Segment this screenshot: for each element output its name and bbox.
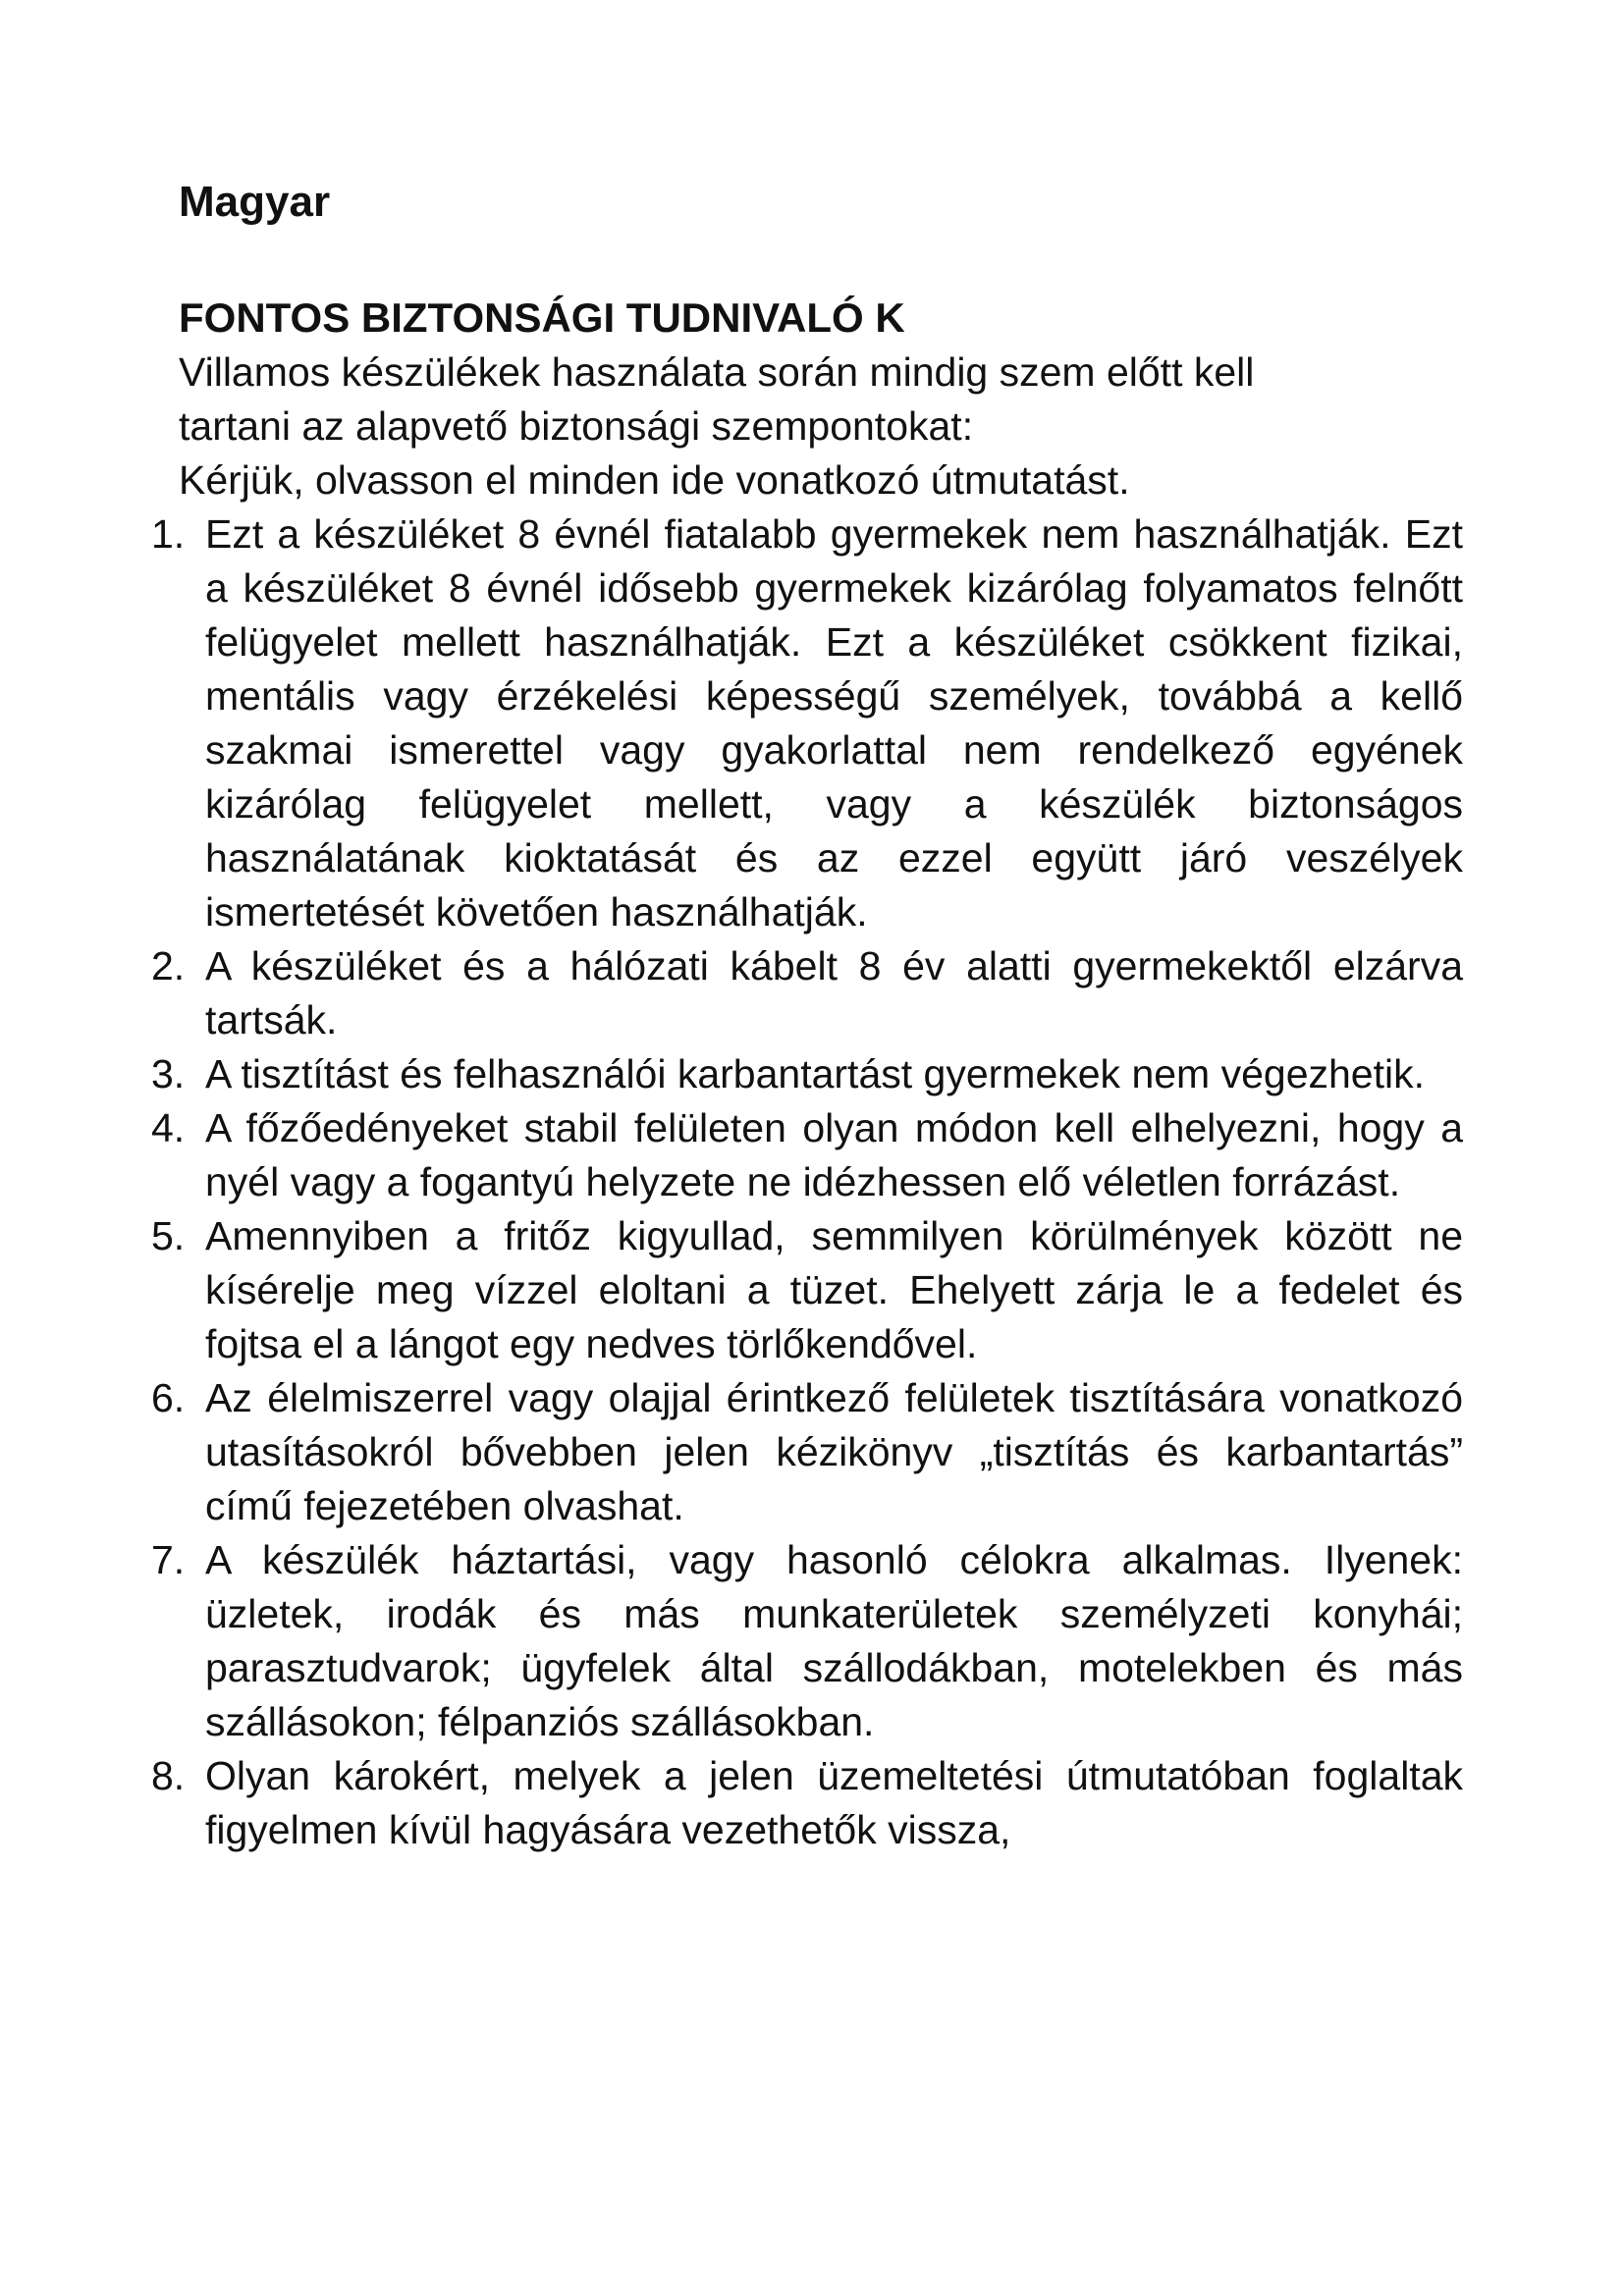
item-number: 3. bbox=[151, 1051, 186, 1096]
item-text: A készülék háztartási, vagy hasonló célokra alkalmas. Ilyenek: üzletek, irodák és más munkaterületek személyzeti konyhái; parasztudvarok; ügyfelek által szállodákban, motelekben és más szállásokon; félpanziós szállásokban. bbox=[205, 1537, 1463, 1744]
item-number: 6. bbox=[151, 1375, 186, 1420]
item-number: 2. bbox=[151, 943, 186, 988]
document-page bbox=[151, 175, 1485, 1857]
language-heading: Magyar bbox=[179, 178, 331, 226]
item-text: Amennyiben a fritőz kigyullad, semmilyen körülmények között ne kísérelje meg vízzel eloltani a tüzet. Ehelyett zárja le a fedelet és fojtsa el a lángot egy nedves törlőkendővel. bbox=[205, 1213, 1463, 1366]
item-number: 8. bbox=[151, 1753, 186, 1798]
list-item bbox=[151, 507, 1485, 939]
list-item bbox=[151, 1209, 1485, 1371]
list-item bbox=[151, 939, 1485, 1047]
intro-line: Kérjük, olvasson el minden ide vonatkozó útmutatást. bbox=[179, 457, 1130, 503]
list-item bbox=[151, 1047, 1485, 1101]
item-number: 7. bbox=[151, 1537, 186, 1582]
intro-line: Villamos készülékek használata során mindig szem előtt kell bbox=[179, 349, 1255, 395]
intro-line: tartani az alapvető biztonsági szempontokat: bbox=[179, 403, 974, 449]
item-text: Az élelmiszerrel vagy olajjal érintkező felületek tisztítására vonatkozó utasításokról bővebben jelen kézikönyv „tisztítás és karbantartás” című fejezetében olvashat. bbox=[205, 1375, 1463, 1528]
item-text: A készüléket és a hálózati kábelt 8 év alatti gyermekektől elzárva tartsák. bbox=[205, 943, 1463, 1042]
intro-paragraph bbox=[179, 346, 1485, 507]
item-text: A főzőedényeket stabil felületen olyan módon kell elhelyezni, hogy a nyél vagy a fogantyú helyzete ne idézhessen elő véletlen forrázást. bbox=[205, 1105, 1463, 1204]
section-title: FONTOS BIZTONSÁGI TUDNIVALÓ K bbox=[179, 294, 905, 341]
list-item bbox=[151, 1533, 1485, 1749]
item-text: A tisztítást és felhasználói karbantartást gyermekek nem végezhetik. bbox=[205, 1051, 1425, 1096]
item-number: 5. bbox=[151, 1213, 186, 1258]
list-item bbox=[151, 1101, 1485, 1209]
safety-rules-list bbox=[151, 507, 1485, 1857]
list-item bbox=[151, 1749, 1485, 1857]
item-number: 4. bbox=[151, 1105, 186, 1150]
item-number: 1. bbox=[151, 511, 186, 557]
item-text: Olyan károkért, melyek a jelen üzemeltetési útmutatóban foglaltak figyelmen kívül hagyására vezethetők vissza, bbox=[205, 1753, 1463, 1852]
list-item bbox=[151, 1371, 1485, 1533]
item-text: Ezt a készüléket 8 évnél fiatalabb gyermekek nem használhatják. Ezt a készüléket 8 évnél idősebb gyermekek kizárólag folyamatos felnőtt felügyelet mellett használhatják. Ezt a készüléket csökkent fizikai, mentális vagy érzékelési képességű személyek, továbbá a kellő szakmai ismerettel vagy gyakorlattal nem rendelkező egyének kizárólag felügyelet mellett, vagy a készülék biztonságos használatának kioktatását és az ezzel együtt járó veszélyek ismertetését követően használhatják. bbox=[205, 511, 1463, 934]
